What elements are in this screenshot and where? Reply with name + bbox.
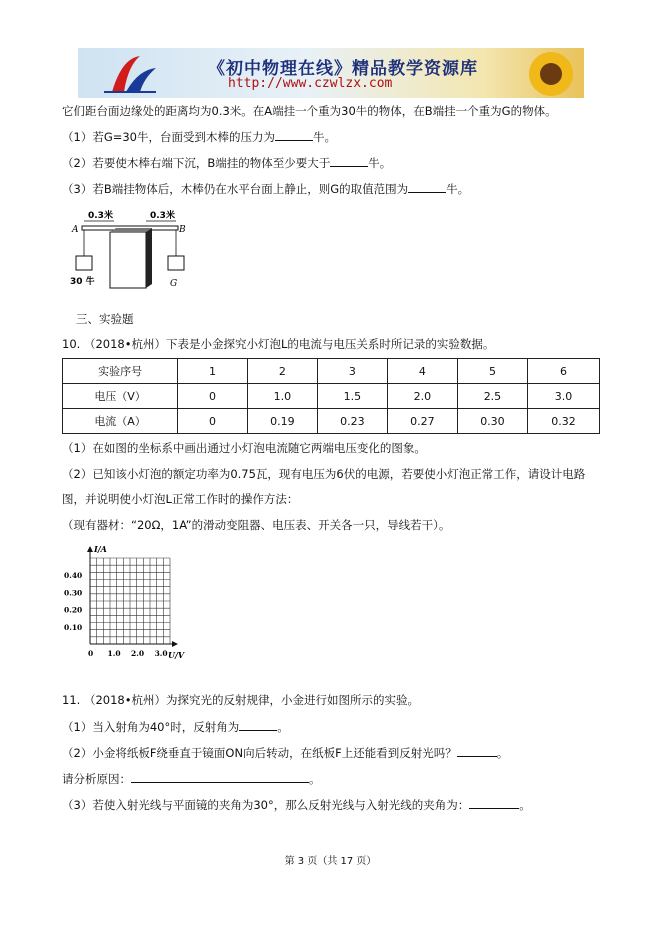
lever-q1-suffix: 牛。	[313, 130, 336, 144]
table-cell: 1.5	[317, 384, 387, 409]
table-cell: 6	[527, 359, 599, 384]
answer-blank[interactable]	[131, 770, 309, 783]
row-header: 电流（A）	[63, 409, 178, 434]
q11-sub1-text: （1）当入射角为40°时，反射角为	[62, 720, 240, 734]
x-tick-label: 1.0	[107, 649, 121, 658]
weight-left-label: 30 牛	[70, 277, 95, 287]
x-tick-label: 2.0	[131, 649, 145, 658]
q11-sub3-text: （3）若使入射光线与平面镜的夹角为30°，那么反射光线与入射光线的夹角为：	[62, 798, 470, 812]
section-title: 三、实验题	[76, 312, 134, 326]
q10-sub2-line3: （现有器材：“20Ω，1A”的滑动变阻器、电压表、开关各一只，导线若干）。	[62, 518, 451, 532]
banner-url: http://www.czwlzx.com	[228, 76, 393, 91]
table-cell: 3	[317, 359, 387, 384]
answer-blank[interactable]	[330, 154, 368, 167]
q11-sub2	[62, 744, 508, 761]
table-row	[63, 384, 600, 409]
table-cell: 0.23	[317, 409, 387, 434]
y-tick-label: 0.10	[64, 622, 83, 632]
q11-reason	[62, 770, 321, 787]
q11-sub1	[62, 718, 289, 735]
lever-figure	[62, 204, 192, 294]
table-cell: 0	[178, 384, 248, 409]
table-cell: 0.27	[387, 409, 457, 434]
q11-sub2-suffix: 。	[496, 746, 509, 760]
lever-q2	[62, 154, 391, 171]
lever-q3	[62, 180, 469, 197]
lever-q3-text: （3）若B端挂物体后，木棒仍在水平台面上静止，则G的取值范围为	[62, 182, 409, 196]
page-footer: 第 3 页（共 17 页）	[284, 856, 377, 867]
q11-stem: 11. （2018•杭州）为探究光的反射规律，小金进行如图所示的实验。	[62, 693, 419, 707]
q10-sub1: （1）在如图的坐标系中画出通过小灯泡电流随它两端电压变化的图象。	[62, 441, 426, 455]
x-tick-label: 3.0	[154, 649, 168, 658]
table-cell: 0.30	[457, 409, 527, 434]
label-b: B	[179, 225, 186, 235]
q11-sub3	[62, 796, 531, 813]
y-axis-label: I/A	[94, 544, 107, 554]
answer-blank[interactable]	[457, 744, 497, 757]
q11-sub2-text: （2）小金将纸板F绕垂直于镜面ON向后转动，在纸板F上还能看到反射光吗？	[62, 746, 457, 760]
label-a: A	[72, 225, 79, 235]
q10-sub2-line2: 图，并说明使小灯泡L正常工作时的操作方法：	[62, 492, 299, 506]
x-axis-label: U/V	[168, 650, 185, 660]
table-block	[110, 232, 146, 288]
y-tick-label: 0.40	[64, 571, 83, 581]
q11-sub3-suffix: 。	[519, 798, 531, 812]
table-cell: 2.5	[457, 384, 527, 409]
sunflower-image	[518, 48, 584, 98]
q11-sub1-suffix: 。	[277, 720, 289, 734]
x-tick-label: 0	[88, 649, 94, 658]
answer-blank[interactable]	[469, 796, 519, 809]
y-tick-label: 0.20	[64, 605, 83, 615]
lever-q1	[62, 128, 336, 145]
table-cell: 4	[387, 359, 457, 384]
table-cell: 2.0	[387, 384, 457, 409]
answer-blank[interactable]	[275, 128, 313, 141]
q10-sub2-line1: （2）已知该小灯泡的额定功率为0.75瓦，现有电压为6伏的电源，若要使小灯泡正常工作，请设计电路	[62, 467, 586, 481]
weight-right-label: G	[170, 279, 178, 289]
lever-q2-text: （2）若要使木棒右端下沉，B端挂的物体至少要大于	[62, 156, 331, 170]
q11-reason-suffix: 。	[309, 772, 321, 786]
lever-q2-suffix: 牛。	[368, 156, 392, 170]
table-row	[63, 409, 600, 434]
table-cell: 0	[178, 409, 248, 434]
answer-blank[interactable]	[408, 180, 446, 193]
table-cell: 5	[457, 359, 527, 384]
table-cell: 1.0	[247, 384, 317, 409]
answer-blank[interactable]	[239, 718, 277, 731]
experiment-data-table	[62, 358, 600, 434]
dist-right-label: 0.3米	[150, 211, 175, 221]
lever-intro: 它们距台面边缘处的距离均为0.3米。在A端挂一个重为30牛的物体，在B端挂一个重为G的物体。	[62, 104, 557, 118]
y-tick-label: 0.30	[64, 588, 83, 598]
iu-graph	[62, 540, 222, 665]
table-cell: 1	[178, 359, 248, 384]
row-header: 电压（V）	[63, 384, 178, 409]
table-cell: 0.32	[527, 409, 599, 434]
row-header: 实验序号	[63, 359, 178, 384]
q11-reason-text: 请分析原因：	[62, 772, 131, 786]
weight-left	[76, 256, 92, 270]
site-logo-icon	[100, 52, 160, 96]
table-cell: 2	[247, 359, 317, 384]
lever-q3-suffix: 牛。	[446, 182, 470, 196]
banner-title: 《初中物理在线》精品教学资源库	[208, 59, 478, 79]
header-banner	[78, 48, 584, 98]
table-cell: 3.0	[527, 384, 599, 409]
weight-right	[168, 256, 184, 270]
q10-stem: 10. （2018•杭州）下表是小金探究小灯泡L的电流与电压关系时所记录的实验数据。	[62, 337, 495, 351]
table-cell: 0.19	[247, 409, 317, 434]
table-row	[63, 359, 600, 384]
dist-left-label: 0.3米	[88, 211, 113, 221]
lever-q1-text: （1）若G=30牛，台面受到木棒的压力为	[62, 130, 275, 144]
